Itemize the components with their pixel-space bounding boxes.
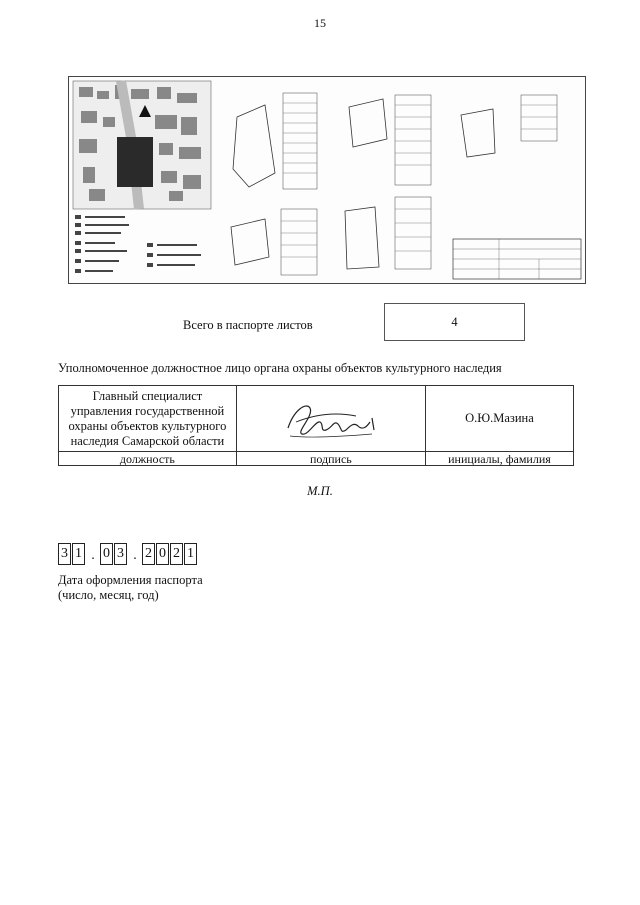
date-separator: . [133, 548, 137, 563]
caption-name: инициалы, фамилия [425, 452, 573, 466]
date-digit: 3 [58, 543, 71, 565]
sheets-label: Всего в паспорте листов [183, 318, 313, 332]
date-label-line: Дата оформления паспорта [58, 573, 203, 587]
sheets-count: 4 [451, 314, 458, 329]
date-digit: 1 [72, 543, 85, 565]
position-cell [59, 386, 237, 452]
date-label [58, 573, 203, 603]
plan-drawing [69, 77, 585, 283]
date-digit: 3 [114, 543, 127, 565]
position-line: управления государственной [70, 403, 225, 418]
date-digit: 2 [142, 543, 155, 565]
date-digit: 2 [170, 543, 183, 565]
page-number: 15 [314, 16, 326, 30]
signature-cell [236, 386, 425, 452]
date-digit: 1 [184, 543, 197, 565]
date-digit: 0 [156, 543, 169, 565]
position-line: наследия Самарской области [70, 433, 225, 448]
date-label-line: (число, месяц, год) [58, 588, 159, 602]
plan-thumbnail [68, 76, 586, 284]
official-heading: Уполномоченное должностное лицо органа охраны объектов культурного наследия [58, 361, 502, 375]
position-line: охраны объектов культурного [68, 418, 227, 433]
caption-signature: подпись [236, 452, 425, 466]
date-separator: . [91, 548, 95, 563]
caption-position: должность [59, 452, 237, 466]
date-digit: 0 [100, 543, 113, 565]
handwritten-signature [276, 392, 386, 442]
signature-table [58, 385, 574, 466]
sheets-count-box [384, 303, 525, 341]
issue-date [58, 541, 198, 565]
stamp-place: М.П. [307, 484, 333, 498]
position-line: Главный специалист [92, 388, 203, 403]
full-name: О.Ю.Мазина [425, 386, 573, 452]
